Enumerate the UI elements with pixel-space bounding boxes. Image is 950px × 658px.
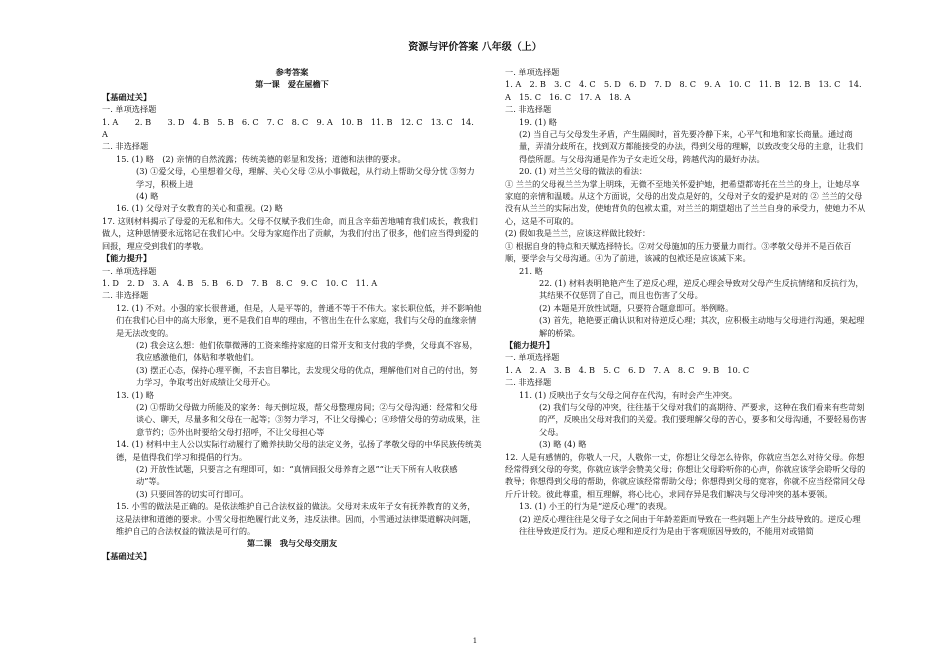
left-column-line: 13. (1) 略 xyxy=(116,389,155,400)
left-column-line: 12. (1) 不对。小强的家长很普通，但是，人是平等的，普通不等于不伟大。家长职位低，并不影响他们在我们心目中的高大形象，更不是我们自卑的理由，不管出生在什么家庭，我们与父母的血缘亲情是无法改变的。 xyxy=(116,302,482,338)
right-column-line: 19. (1) 略 xyxy=(519,116,558,127)
page-number: 1 xyxy=(472,637,478,645)
left-column-line: 17. 这则材料揭示了母爱的无私和伟大。父母不仅赋予我们生命，而且含辛茹苦地哺育我们成长，教我们做人，这种恩情要永远铭记在我们心中。父母为家庭作出了贡献，为我们付出了很多，他们应当得到爱的回报，理应受到我们的孝敬。 xyxy=(102,215,479,251)
right-column-line: (2) 我们与父母的冲突，往往基于父母对我们的高期待、严要求，这种在我们看来有些苛刻的严，反映出父母对我们的关爱。我们要理解父母的苦心，要多和父母沟通，不要轻易伤害父母。 xyxy=(539,401,867,437)
left-column-line: 第一课 爱在屋檐下 xyxy=(255,79,329,90)
left-column-line: 【能力提升】 xyxy=(102,253,152,264)
right-column-line: 1. A 2. A 3. B 4. B 5. C 6. D 7. A 8. C 9. B 10. C xyxy=(505,364,750,375)
right-column-line: 一. 单项选择题 xyxy=(505,67,560,77)
left-column-line: 【基础过关】 xyxy=(102,550,152,561)
left-column-line: 15. (1) 略 (2) 亲情的自然流露；传统美德的彰显和发扬；道德和法律的要求。 xyxy=(116,153,406,164)
left-column-line: 一. 单项选择题 xyxy=(102,104,157,115)
right-column-line: 13. (1) 小王的行为是“逆反心理”的表现。 xyxy=(519,501,672,512)
left-column-line: 一. 单项选择题 xyxy=(102,265,157,276)
right-column-line: (2) 本题是开放性试题，只要符合题意即可。举例略。 xyxy=(539,302,734,313)
right-column-line: 二. 非选择题 xyxy=(505,377,552,388)
left-column-line: 第二课 我与父母交朋友 xyxy=(246,538,338,549)
left-column-line: 二. 非选择题 xyxy=(102,141,149,152)
left-column-line: (2) ①帮助父母做力所能及的家务：每天倒垃圾，帮父母整理房间；②与父母沟通：经常和父母谈心、聊天，尽量多和父母在一起等；③努力学习，不让父母操心；④珍惜父母的劳动成果，注意节约；⑤外出时要给父母打招呼，不让父母担心等 xyxy=(136,401,480,437)
right-column-line: (2) 假如我是兰兰，应该这样做比较好： xyxy=(505,228,651,239)
left-column-line: 1. D 2. D 3. A 4. B 5. B 6. D 7. B 8. C 9. C 10. C 11. A xyxy=(102,277,378,288)
left-column-line: 14. (1) 材料中主人公以实际行动履行了赡养扶助父母的法定义务，弘扬了孝敬父母的中华民族传统美德，是值得我们学习和提倡的行为。 xyxy=(116,439,482,462)
right-column-line: 11. (1) 反映出子女与父母之间存在代沟，有时会产生冲突。 xyxy=(519,389,738,400)
right-column-line: (2) 逆反心理往往是父母子女之间由于年龄差距而导致在一些问题上产生分歧导致的。逆反心理往往导致逆反行为。逆反心理和逆反行为是由于客观原因导致的，不能用对或错简 xyxy=(519,513,861,537)
right-column-line: 22. (1) 材料表明艳艳产生了逆反心理，逆反心理会导致对父母产生反抗情绪和反抗行为，其结果不仅惩罚了自己，而且也伤害了父母。 xyxy=(539,277,864,301)
right-column-line: 20. (1) 对兰兰父母的做法的看法： xyxy=(519,166,648,177)
left-column-line: (2) 我会这么想：他们依靠微薄的工资来维持家庭的日常开支和支付我的学费，父母真不容易，我应感激他们，体贴和孝敬他们。 xyxy=(136,339,478,363)
left-column-line: 16. (1) 父母对子女教育的关心和重视。(2) 略 xyxy=(116,203,283,214)
left-column-line: 参考答案 xyxy=(275,67,309,77)
left-column-line: (3) ①爱父母，心里想着父母，理解、关心父母 ②从小事做起，从行动上帮助父母分忧 ③努力学习，积极上进 xyxy=(136,166,475,189)
right-column-line: 1. A 2. B 3. C 4. C 5. D 6. D 7. D 8. C 9. A 10. C 11. B 12. B 13. C 14. A 15. C 16. C 17. A 18. A xyxy=(505,79,865,102)
left-column-line: 【基础过关】 xyxy=(102,91,152,102)
left-column xyxy=(102,66,482,562)
right-column-line: 一. 单项选择题 xyxy=(505,352,560,363)
left-column-line: (4) 略 xyxy=(136,191,159,202)
right-column-line: (2) 当自己与父母发生矛盾，产生隔阂时，首先要冷静下来，心平气和地和家长商量。通过商量，弄清分歧所在，找到双方都能接受的办法，得到父母的理解，以致改变父母的主意，让我们得偿所愿。与父母沟通是作为子女走近父母，跨越代沟的最好办法。 xyxy=(519,129,863,164)
right-column-line: ① 兰兰的父母视兰兰为掌上明珠，无微不至地关怀爱护她，把希望都寄托在兰兰的身上，让她尽享家庭的亲情和温暖。从这个方面说，父母的出发点是好的，父母对子女的爱护是对的 ② 兰兰的父母没有从兰兰的实际出发，使她背负的包袱太重，对兰兰的期望超出了兰兰自身的承受力，使她力不从心，这是不可取的。 xyxy=(505,178,866,226)
right-column-line: ① 根据自身的特点和天赋选择特长。②对父母施加的压力要量力而行。③孝敬父母并不是百依百顺，要学会与父母沟通。④为了前进，该减的包袱还是应该减下来。 xyxy=(505,240,852,264)
left-column-line: 15. 小雪的做法是正确的。是依法维护自己合法权益的做法。父母对未成年子女有抚养教育的义务，这是法律和道德的要求。小雪父母拒绝履行此义务，违反法律。因而，小雪通过法律渠道解决问题，维护自己的合法权益的做法是可行的。 xyxy=(116,501,477,537)
right-column-line: 二. 非选择题 xyxy=(505,104,552,115)
right-column-line: 【能力提升】 xyxy=(505,339,555,350)
right-column xyxy=(505,66,867,537)
left-column-line: 二. 非选择题 xyxy=(102,290,149,301)
left-column-line: (3) 只要回答的切实可行即可。 xyxy=(136,488,249,499)
right-column-line: 12. 人是有感情的，你敬人一尺，人敬你一丈，你想让父母怎么待你，你就应当怎么对待父母。你想经常得到父母的夸奖，你就应该学会赞美父母；你想让父母聆听你的心声，你就应该学会聆听父母的教导；你想得到父母的帮助，你就应该经常帮助父母；你想得到父母的宽容，你就不应当经常同父母斤斤计较。彼此尊重，相互理解，将心比心，求同存异是我们解决与父母冲突的基本要领。 xyxy=(505,451,866,499)
right-column-line: (3) 首先，艳艳要正确认识和对待逆反心理；其次，应积极主动地与父母进行沟通，架起理解的桥梁。 xyxy=(539,315,865,338)
left-column-line: 1. A 2. B 3. D 4. B 5. B 6. C 7. C 8. C 9. A 10. B 11. B 12. C 13. C 14. A xyxy=(102,116,477,140)
right-column-line: (3) 略 (4) 略 xyxy=(539,439,587,450)
right-column-line: 21. 略 xyxy=(519,265,543,276)
left-column-line: (2) 开放性试题，只要言之有理即可，如：“真情回报父母养育之恩”“让天下所有人收获感动”等。 xyxy=(136,464,458,487)
left-column-line: (3) 摆正心态，保持心理平衡，不去盲目攀比，去发现父母的优点，理解他们对自己的付出，努力学习，争取考出好成绩让父母开心。 xyxy=(136,364,478,388)
page-header: 资源与评价答案 八年级（上） xyxy=(408,42,542,53)
